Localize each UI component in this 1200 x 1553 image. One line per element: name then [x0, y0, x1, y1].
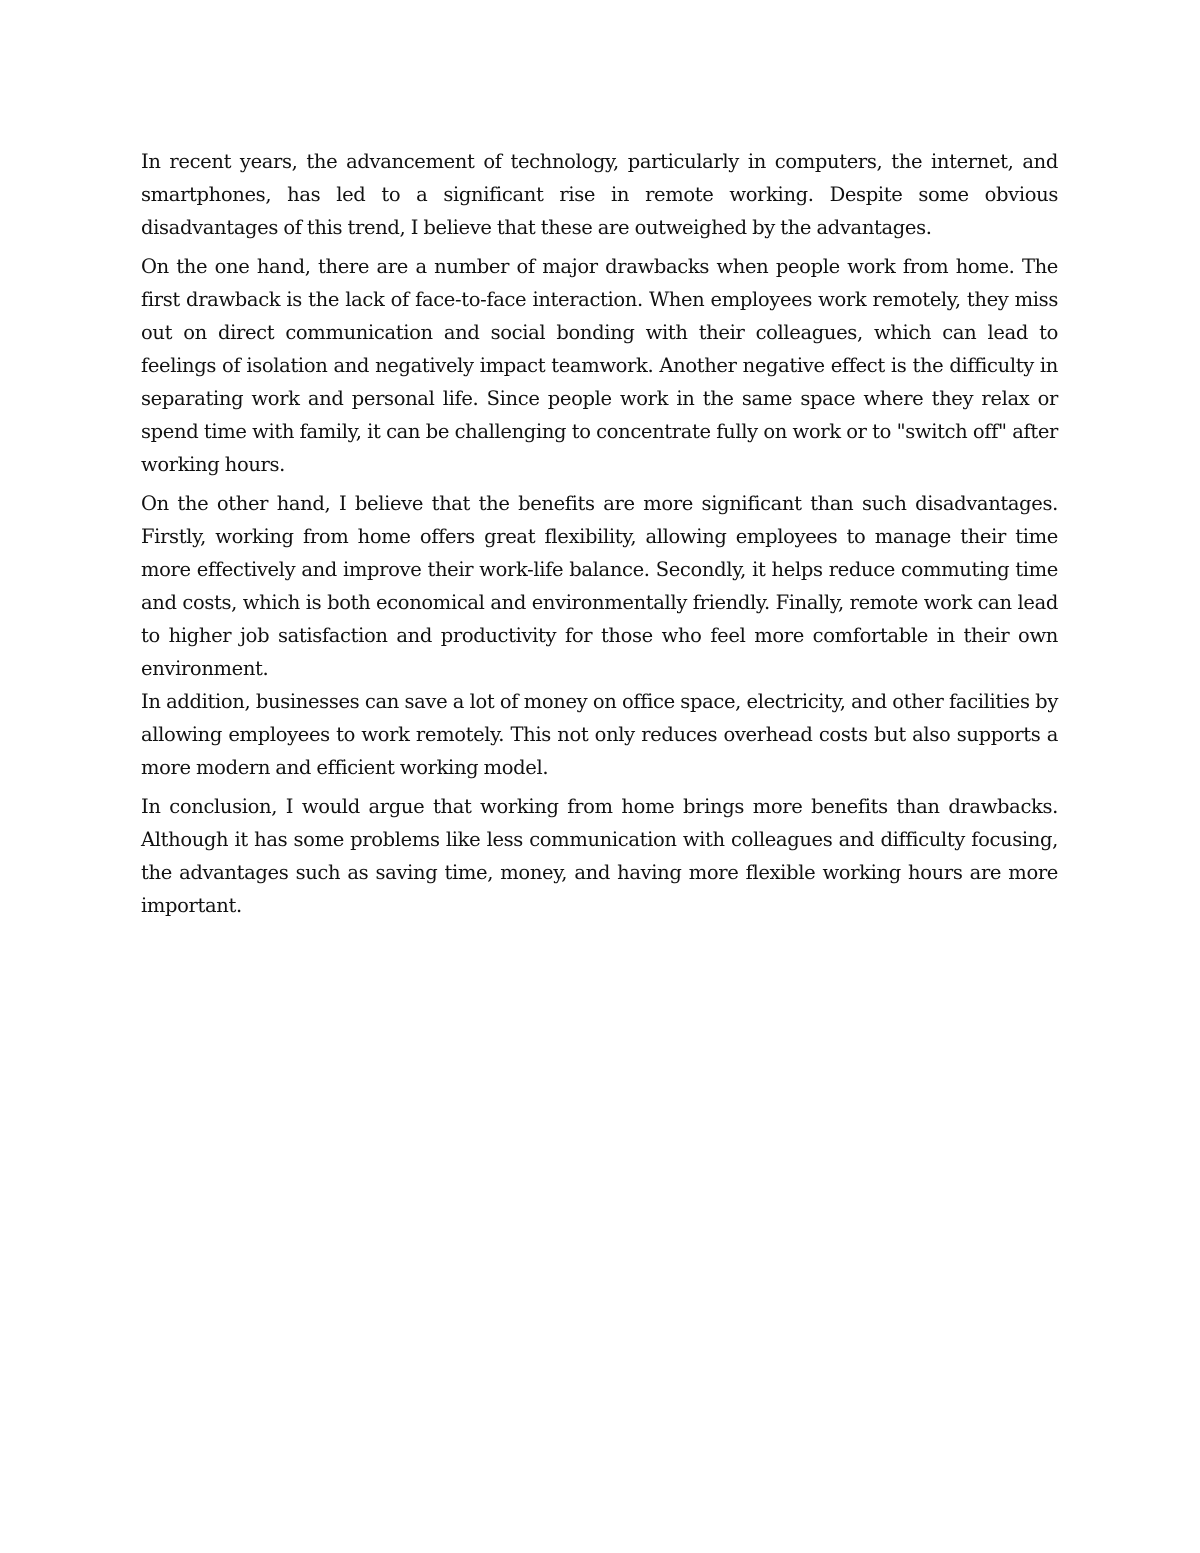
paragraph-business-savings: In addition, businesses can save a lot of money on office space, electricity, and other facilities by allowing employees to work remotely. This not only reduces overhead costs but also supports a more modern and efficient working model.	[141, 690, 1058, 779]
paragraph-conclusion: In conclusion, I would argue that working from home brings more benefits than drawbacks. Although it has some problems like less communication with colleagues and difficulty focusing, the advantages such as saving time, money, and having more flexible working hours are more important.	[141, 795, 1058, 917]
essay-body	[141, 145, 1058, 928]
paragraph-benefits: On the other hand, I believe that the benefits are more significant than such disadvantages. Firstly, working from home offers great flexibility, allowing employees to manage their time more effectively and improve their work-life balance. Secondly, it helps reduce commuting time and costs, which is both economical and environmentally friendly. Finally, remote work can lead to higher job satisfaction and productivity for those who feel more comfortable in their own environment.	[141, 492, 1058, 680]
paragraph-introduction: In recent years, the advancement of technology, particularly in computers, the internet, and smartphones, has led to a significant rise in remote working. Despite some obvious disadvantages of this trend, I believe that these are outweighed by the advantages.	[141, 150, 1058, 239]
paragraph-drawbacks: On the one hand, there are a number of major drawbacks when people work from home. The first drawback is the lack of face-to-face interaction. When employees work remotely, they miss out on direct communication and social bonding with their colleagues, which can lead to feelings of isolation and negatively impact teamwork. Another negative effect is the difficulty in separating work and personal life. Since people work in the same space where they relax or spend time with family, it can be challenging to concentrate fully on work or to "switch off" after working hours.	[141, 255, 1058, 476]
